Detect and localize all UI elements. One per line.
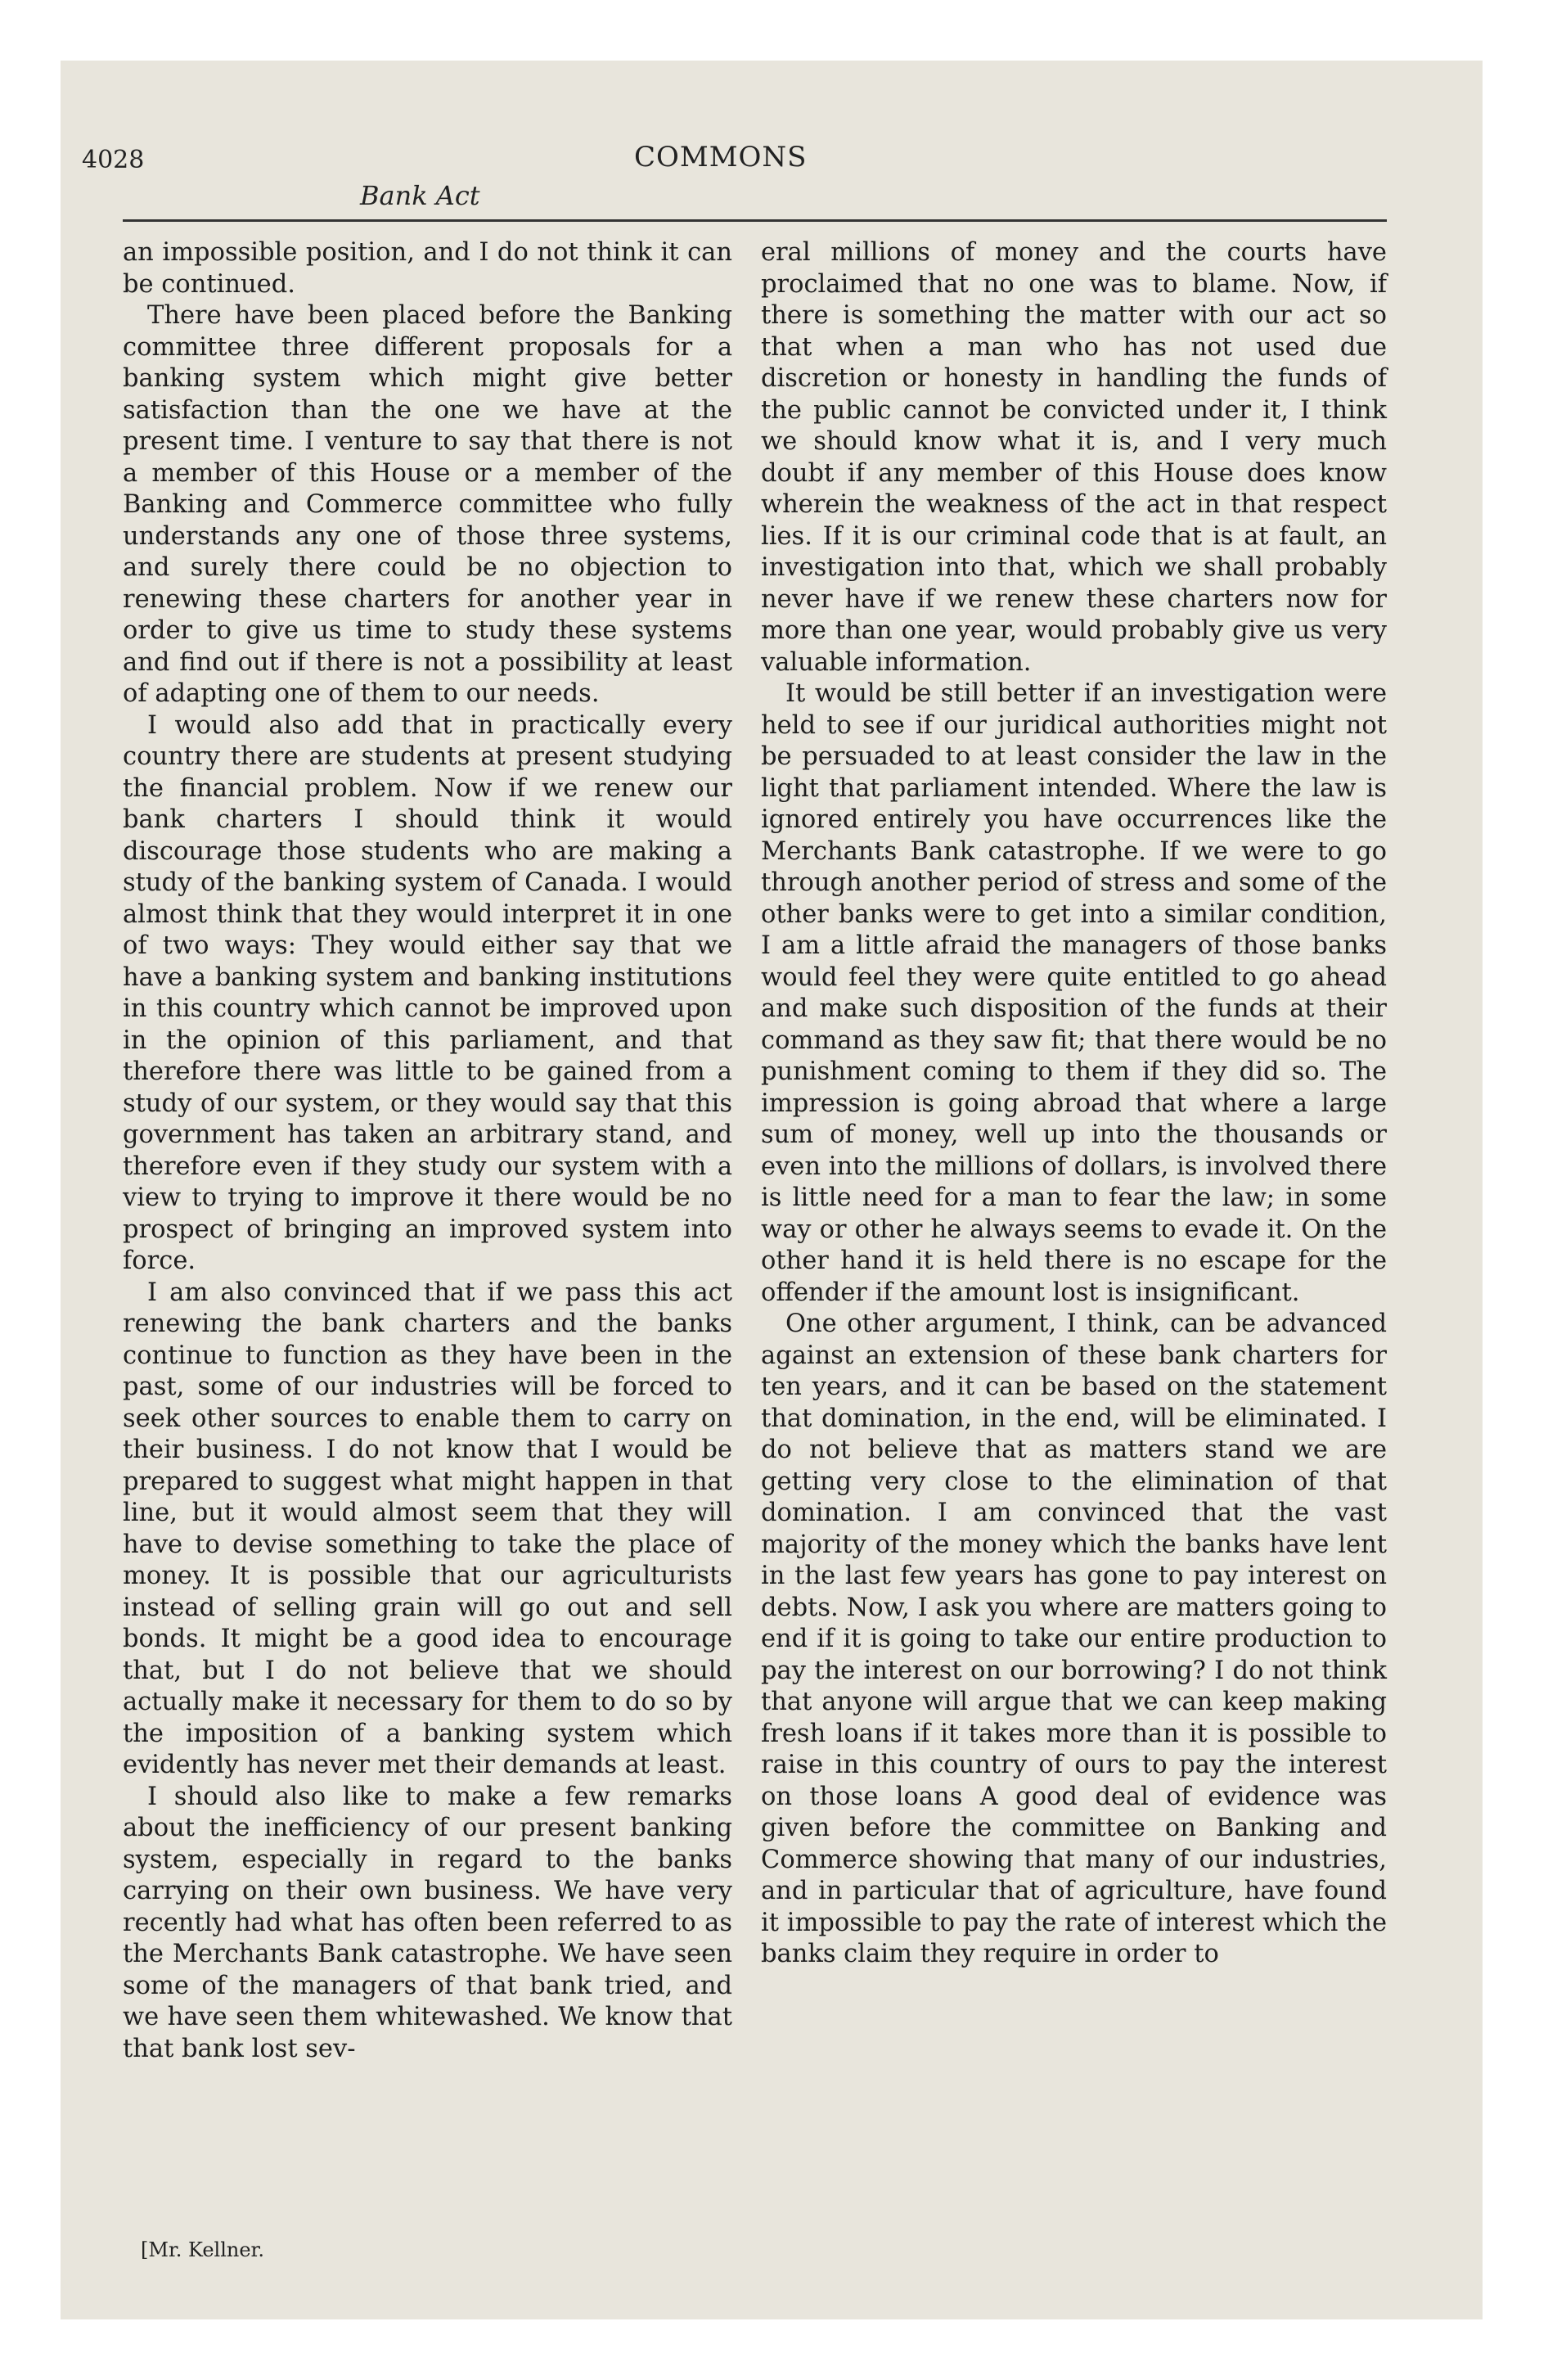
left-column [123,237,732,2065]
paragraph: I am also convinced that if we pass this act renewing the bank charters and the banks continue to function as they have been in the past, some of our industries will be forced to seek other sources to enable them to carry on their business. I do not know that I would be prepared to suggest what might happen in that line, but it would almost seem that they will have to devise something to take the place of money. It is possible that our agriculturists instead of selling grain will go out and sell bonds. It might be a good idea to encourage that, but I do not believe that we should actually make it necessary for them to do so by the imposition of a banking system which evidently has never met their demands at least. [123,1278,732,1779]
paragraph: There have been placed before the Banking committee three different proposals for a banking system which might give better satisfaction than the one we have at the present time. I venture to say that there is not a member of this House or a member of the Banking and Commerce committee who fully understands any one of those three systems, and surely there could be no objection to renewing these charters for another year in order to give us time to study these systems and find out if there is not a possibility at least of adapting one of them to our needs. [123,301,732,708]
right-column [761,237,1387,1971]
paragraph: eral millions of money and the courts have proclaimed that no one was to blame. Now, if there is something the matter with our act so that when a man who has not used due discretion or honesty in handling the funds of the public cannot be convicted under it, I think we should know what it is, and I very much doubt if any member of this House does know wherein the weakness of the act in that respect lies. If it is our criminal code that is at fault, an investigation into that, which we shall probably never have if we renew these charters now for more than one year, would probably give us very valuable information. [761,238,1387,677]
paragraph: I should also like to make a few remarks about the inefficiency of our present banking system, especially in regard to the banks carrying on their own business. We have very recently had what has often been referred to as the Merchants Bank catastrophe. We have seen some of the managers of that bank tried, and we have seen them whitewashed. We know that that bank lost sev- [123,1782,732,2063]
page-number: 4028 [82,146,145,174]
paragraph: It would be still better if an investigation were held to see if our juridical authorities might not be persuaded to at least consider the law in the light that parliament intended. Where the law is ignored entirely you have occurrences like the Merchants Bank catastrophe. If we were to go through another period of stress and some of the other banks were to get into a similar condition, I am a little afraid the managers of those banks would feel they were quite entitled to go ahead and make such disposition of the funds at their command as they saw fit; that there would be no punishment coming to them if they did so. The impression is going abroad that where a large sum of money, well up into the thousands or even into the millions of dollars, is involved there is little need for a man to fear the law; in some way or other he always seems to evade it. On the other hand it is held there is no escape for the offender if the amount lost is insignificant. [761,679,1387,1307]
header-rule [123,219,1387,222]
paragraph: an impossible position, and I do not think it can be continued. [123,238,732,299]
section-title: Bank Act [360,180,480,211]
paragraph: I would also add that in practically every country there are students at present studying the financial problem. Now if we renew our bank charters I should think it would discourage those students who are making a study of the banking system of Canada. I would almost think that they would interpret it in one of two ways: They would either say that we have a banking system and banking institutions in this country which cannot be improved upon in the opinion of this parliament, and that therefore there was little to be gained from a study of our system, or they would say that this government has taken an arbitrary stand, and therefore even if they study our system with a view to trying to improve it there would be no prospect of bringing an improved system into force. [123,710,732,1275]
speaker-attribution: [Mr. Kellner. [141,2238,264,2261]
running-head: COMMONS [634,141,808,174]
paragraph: One other argument, I think, can be advanced against an extension of these bank charters for ten years, and it can be based on the statement that domination, in the end, will be eliminated. I do not believe that as matters stand we are getting very close to the elimination of that domination. I am convinced that the vast majority of the money which the banks have lent in the last few years has gone to pay interest on debts. Now, I ask you where are matters going to end if it is going to take our entire production to pay the interest on our borrowing? I do not think that anyone will argue that we can keep making fresh loans if it takes more than it is possible to raise in this country of ours to pay the interest on those loans A good deal of evidence was given before the committee on Banking and Commerce showing that many of our industries, and in particular that of agriculture, have found it impossible to pay the rate of interest which the banks claim they require in order to [761,1309,1387,1968]
